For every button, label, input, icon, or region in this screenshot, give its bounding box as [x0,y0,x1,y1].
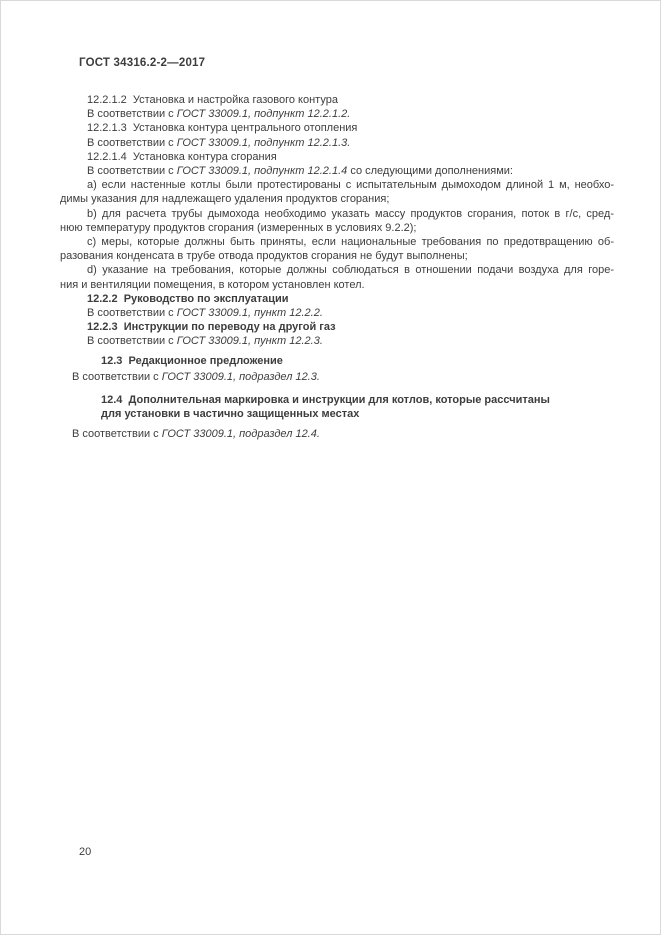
section-heading-line [60,407,614,421]
text-segment: 12.4 Дополнительная маркировка и инструкции для котлов, которые рассчитаны [101,394,550,407]
list-item-line [60,178,614,192]
text-segment: В соответствии с [72,428,162,441]
list-item-continuation-line [60,278,614,292]
standard-reference: ГОСТ 34316.2-2—2017 [79,57,206,69]
text-segment: разования конденсата в трубе отвода продуктов сгорания не будут выполнены; [60,250,468,263]
list-item-line [60,235,614,249]
reference-italic-text: ГОСТ 33009.1, пункт 12.2.3. [176,335,323,348]
reference-line [60,427,614,441]
reference-italic-text: ГОСТ 33009.1, подраздел 12.4. [161,428,320,441]
text-segment: В соответствии с [87,335,177,348]
text-segment: 12.2.3 Инструкции по переводу на другой газ [87,321,336,334]
list-item-line [60,207,614,221]
document-body [60,93,614,442]
text-segment: 12.2.1.4 Установка контура сгорания [87,150,277,163]
page-number: 20 [79,846,92,858]
text-segment: 12.3 Редакционное предложение [101,354,283,367]
reference-line [60,164,614,178]
text-segment: ния и вентиляции помещения, в котором установлен котел. [60,278,365,291]
text-segment: d) указание на требования, которые должны соблюдаться в отношении подачи воздуха для горе- [87,264,614,277]
list-item-line [60,263,614,277]
reference-line [60,370,614,384]
text-segment: a) если настенные котлы были протестированы с испытательным дымоходом длиной 1 м, необхо- [87,179,614,192]
clause-title-line [60,121,614,135]
text-segment: 12.2.2 Руководство по эксплуатации [87,292,289,305]
text-segment: В соответствии с [87,136,177,149]
clause-title-line [60,93,614,107]
page-header [79,57,205,69]
list-item-continuation-line [60,221,614,235]
subclause-heading-line [60,320,614,334]
text-segment: В соответствии с [87,165,177,178]
text-segment: 12.2.1.2 Установка и настройка газового контура [87,94,338,106]
reference-line [60,334,614,348]
text-segment: c) меры, которые должны быть приняты, если национальные требования по предотвращению об- [87,236,614,249]
reference-line [60,136,614,150]
text-segment: нюю температуру продуктов сгорания (измеренных в условиях 9.2.2); [60,221,417,234]
list-item-continuation-line [60,192,614,206]
text-segment: димы указания для надлежащего удаления продуктов сгорания; [60,193,390,206]
text-segment: В соответствии с [87,108,177,121]
section-heading-line [60,354,614,368]
reference-italic-text: ГОСТ 33009.1, подраздел 12.3. [161,370,320,383]
reference-line [60,107,614,121]
reference-line [60,306,614,320]
section-heading-line [60,393,614,407]
text-segment: для установки в частично защищенных местах [101,408,360,421]
clause-title-line [60,150,614,164]
reference-italic-text: ГОСТ 33009.1, пункт 12.2.2. [176,307,323,320]
reference-italic-text: ГОСТ 33009.1, подпункт 12.2.1.3. [176,136,351,149]
reference-italic-text: ГОСТ 33009.1, подпункт 12.2.1.4 [176,165,348,178]
subclause-heading-line [60,292,614,306]
reference-italic-text: ГОСТ 33009.1, подпункт 12.2.1.2. [176,108,351,121]
text-segment: 12.2.1.3 Установка контура центрального отопления [87,122,358,135]
list-item-continuation-line [60,249,614,263]
text-segment: b) для расчета трубы дымохода необходимо указать массу продуктов сгорания, поток в г/с, сред- [87,207,614,220]
text-segment: В соответствии с [87,307,177,320]
text-segment: со следующими дополнениями: [347,165,513,178]
text-segment: В соответствии с [72,370,162,383]
page-footer [79,846,91,858]
